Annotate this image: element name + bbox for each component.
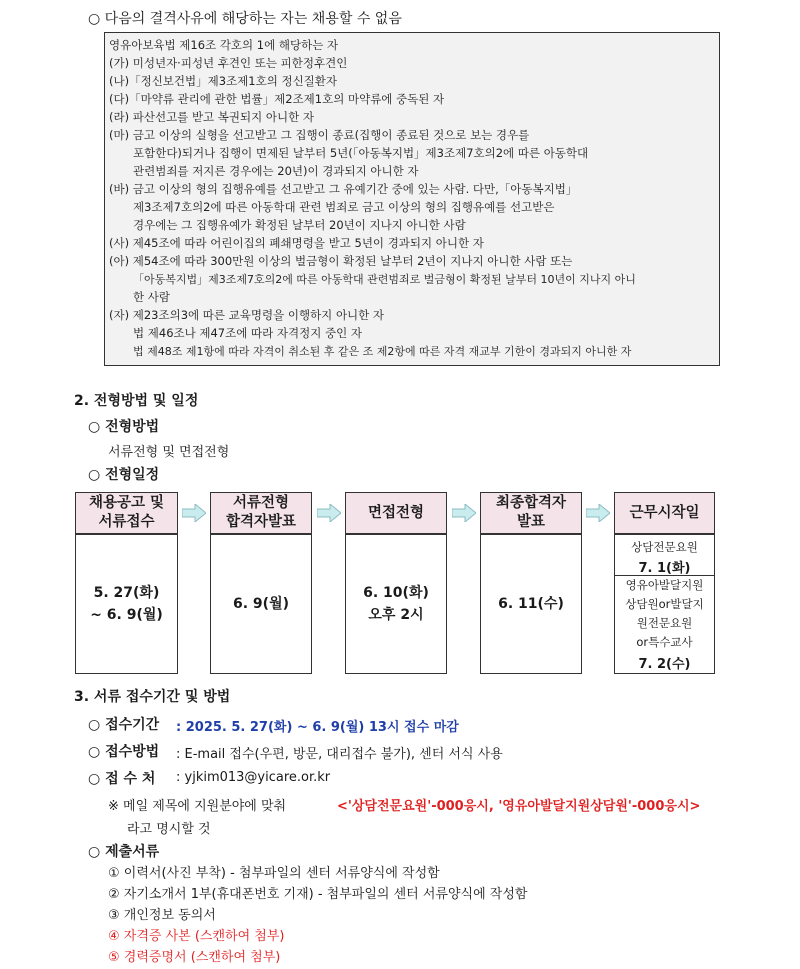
note-suffix: 라고 명시할 것: [127, 822, 211, 837]
flow-header-announce-line1: 채용공고 및: [88, 495, 165, 511]
disq-line: 제3조제7호의2에 따른 아동학대 관련 범죄로 금고 이상의 형의 집행유예를 선고받은: [133, 200, 555, 214]
destination-label: ○ 접 수 처: [88, 771, 156, 787]
arrow-right-icon: [182, 504, 206, 522]
disq-line: (자) 제23조의3에 따른 교육명령을 이행하지 아니한 자: [109, 308, 385, 322]
flow-date-interview-time: 오후 2시: [368, 607, 424, 623]
flow-header-announce: [75, 492, 178, 534]
disq-line: (나)「정신보건법」제3조제1호의 정신질환자: [109, 74, 338, 88]
disq-line: (바) 금고 이상의 형의 집행유예를 선고받고 그 유예기간 중에 있는 사람. 다만,「아동복지법」: [109, 182, 578, 196]
disq-line: 영유아보육법 제16조 각호의 1에 해당하는 자: [109, 38, 339, 52]
arrow-right-icon: [317, 504, 341, 522]
flow-header-final: [480, 492, 582, 534]
method-value: 서류전형 및 면접전형: [108, 445, 230, 460]
doc-item: ④ 자격증 사본 (스캔하여 첨부): [108, 929, 285, 944]
flow-header-doc-result-line1: 서류전형: [232, 495, 289, 511]
disq-line: (사) 제45조에 따라 어린이집의 폐쇄명령을 받고 5년이 경과되지 아니한 자: [109, 236, 484, 250]
flow-header-start: [614, 492, 715, 534]
flow-date-doc-result: [210, 534, 312, 674]
flow-header-final-line2: 발표: [516, 514, 545, 530]
disq-line: 법 제48조 제1항에 따라 자격이 취소된 후 같은 조 제2항에 따른 자격 재교부 기한이 경과되지 아니한 자: [133, 345, 632, 358]
disq-line: 포함한다)되거나 집행이 면제된 날부터 5년(「아동복지법」제3조제7호의2에 따른 아동학대: [133, 146, 589, 160]
disq-line: (마) 금고 이상의 실형을 선고받고 그 집행이 종료(집행이 종료된 것으로 보는 경우를: [109, 128, 530, 142]
disqualification-intro: ○ 다음의 결격사유에 해당하는 자는 채용할 수 없음: [88, 11, 402, 27]
start-role-counselor: 상담전문요원: [631, 540, 698, 554]
method-label: ○ 전형방법: [88, 419, 160, 435]
doc-item: ⑤ 경력증명서 (스캔하여 첨부): [108, 950, 281, 965]
doc-item: ③ 개인정보 동의서: [108, 908, 216, 923]
doc-item: ② 자기소개서 1부(휴대폰번호 기재) - 첨부파일의 센터 서류양식에 작성함: [108, 887, 528, 902]
disq-line: 경우에는 그 집행유예가 확정된 날부터 20년이 지나지 아니한 사람: [133, 218, 466, 232]
start-divider: [615, 575, 714, 576]
flow-header-start-text: 근무시작일: [629, 504, 700, 521]
disq-line: 「아동복지법」제3조제7호의2에 따른 아동학대 관련범죄로 벌금형이 확정된 날부터 10년이 지나지 아니: [133, 273, 636, 286]
period-label: ○ 접수기간: [88, 717, 160, 733]
section2-title: 2. 전형방법 및 일정: [74, 393, 199, 409]
flow-header-announce-line2: 서류접수: [98, 514, 155, 530]
start-role-dev-line1: 영유아발달지원: [625, 578, 704, 592]
note-prefix: ※ 메일 제목에 지원분야에 맞춰: [108, 799, 287, 814]
note-highlight: <'상담전문요원'-000응시, '영유아발달지원상담원'-000응시>: [337, 799, 701, 814]
disq-line: (가) 미성년자·피성년 후견인 또는 피한정후견인: [109, 56, 348, 70]
flow-header-interview-text: 면접전형: [367, 504, 425, 521]
disq-line: 한 사람: [133, 290, 170, 304]
receipt-method-value: : E-mail 접수(우편, 방문, 대리접수 불가), 센터 서식 사용: [176, 747, 503, 762]
section3-title: 3. 서류 접수기간 및 방법: [74, 689, 231, 705]
disq-line: 관련범죄를 저지른 경우에는 20년)이 경과되지 아니한 자: [133, 164, 419, 178]
flow-date-announce: [75, 534, 178, 674]
start-date-counselor: 7. 1(화): [638, 561, 691, 576]
period-value: : 2025. 5. 27(화) ~ 6. 9(월) 13시 접수 마감: [176, 720, 459, 735]
start-role-dev-line2: 상담원or발달지: [625, 597, 704, 611]
flow-date-final-text: 6. 11(수): [498, 596, 564, 612]
start-date-dev: 7. 2(수): [638, 657, 691, 672]
flow-date-announce-start: 5. 27(화): [93, 585, 160, 601]
flow-header-doc-result-line2: 합격자발표: [225, 514, 297, 530]
flow-date-final: [480, 534, 582, 674]
docs-label: ○ 제출서류: [88, 844, 160, 860]
destination-email[interactable]: : yjkim013@yicare.or.kr: [176, 770, 331, 785]
start-role-dev-line3: 원전문요원: [636, 616, 693, 630]
flow-date-interview-date: 6. 10(화): [363, 585, 429, 601]
disq-line: (다)「마약류 관리에 관한 법률」제2조제1호의 마약류에 중독된 자: [109, 92, 445, 106]
disqualification-box: [104, 32, 720, 366]
disq-line: 법 제46조나 제47조에 따라 자격정지 중인 자: [133, 326, 362, 340]
flow-header-doc-result: [210, 492, 312, 534]
schedule-label: ○ 전형일정: [88, 467, 160, 483]
receipt-method-label: ○ 접수방법: [88, 744, 160, 760]
flow-date-start: [614, 534, 715, 674]
start-role-dev-line4: or특수교사: [636, 635, 693, 649]
disq-line: (라) 파산선고를 받고 복권되지 아니한 자: [109, 110, 314, 124]
doc-item: ① 이력서(사진 부착) - 첨부파일의 센터 서류양식에 작성함: [108, 866, 440, 881]
disq-line: (아) 제54조에 따라 300만원 이상의 벌금형이 확정된 날부터 2년이 지나지 아니한 사람 또는: [109, 254, 573, 268]
flow-header-interview: [345, 492, 447, 534]
flow-date-announce-end: ~ 6. 9(월): [90, 607, 163, 623]
arrow-right-icon: [452, 504, 476, 522]
flow-header-final-line1: 최종합격자: [495, 495, 567, 511]
flow-date-doc-result-text: 6. 9(월): [233, 596, 289, 612]
flow-date-interview: [345, 534, 447, 674]
arrow-right-icon: [586, 504, 610, 522]
